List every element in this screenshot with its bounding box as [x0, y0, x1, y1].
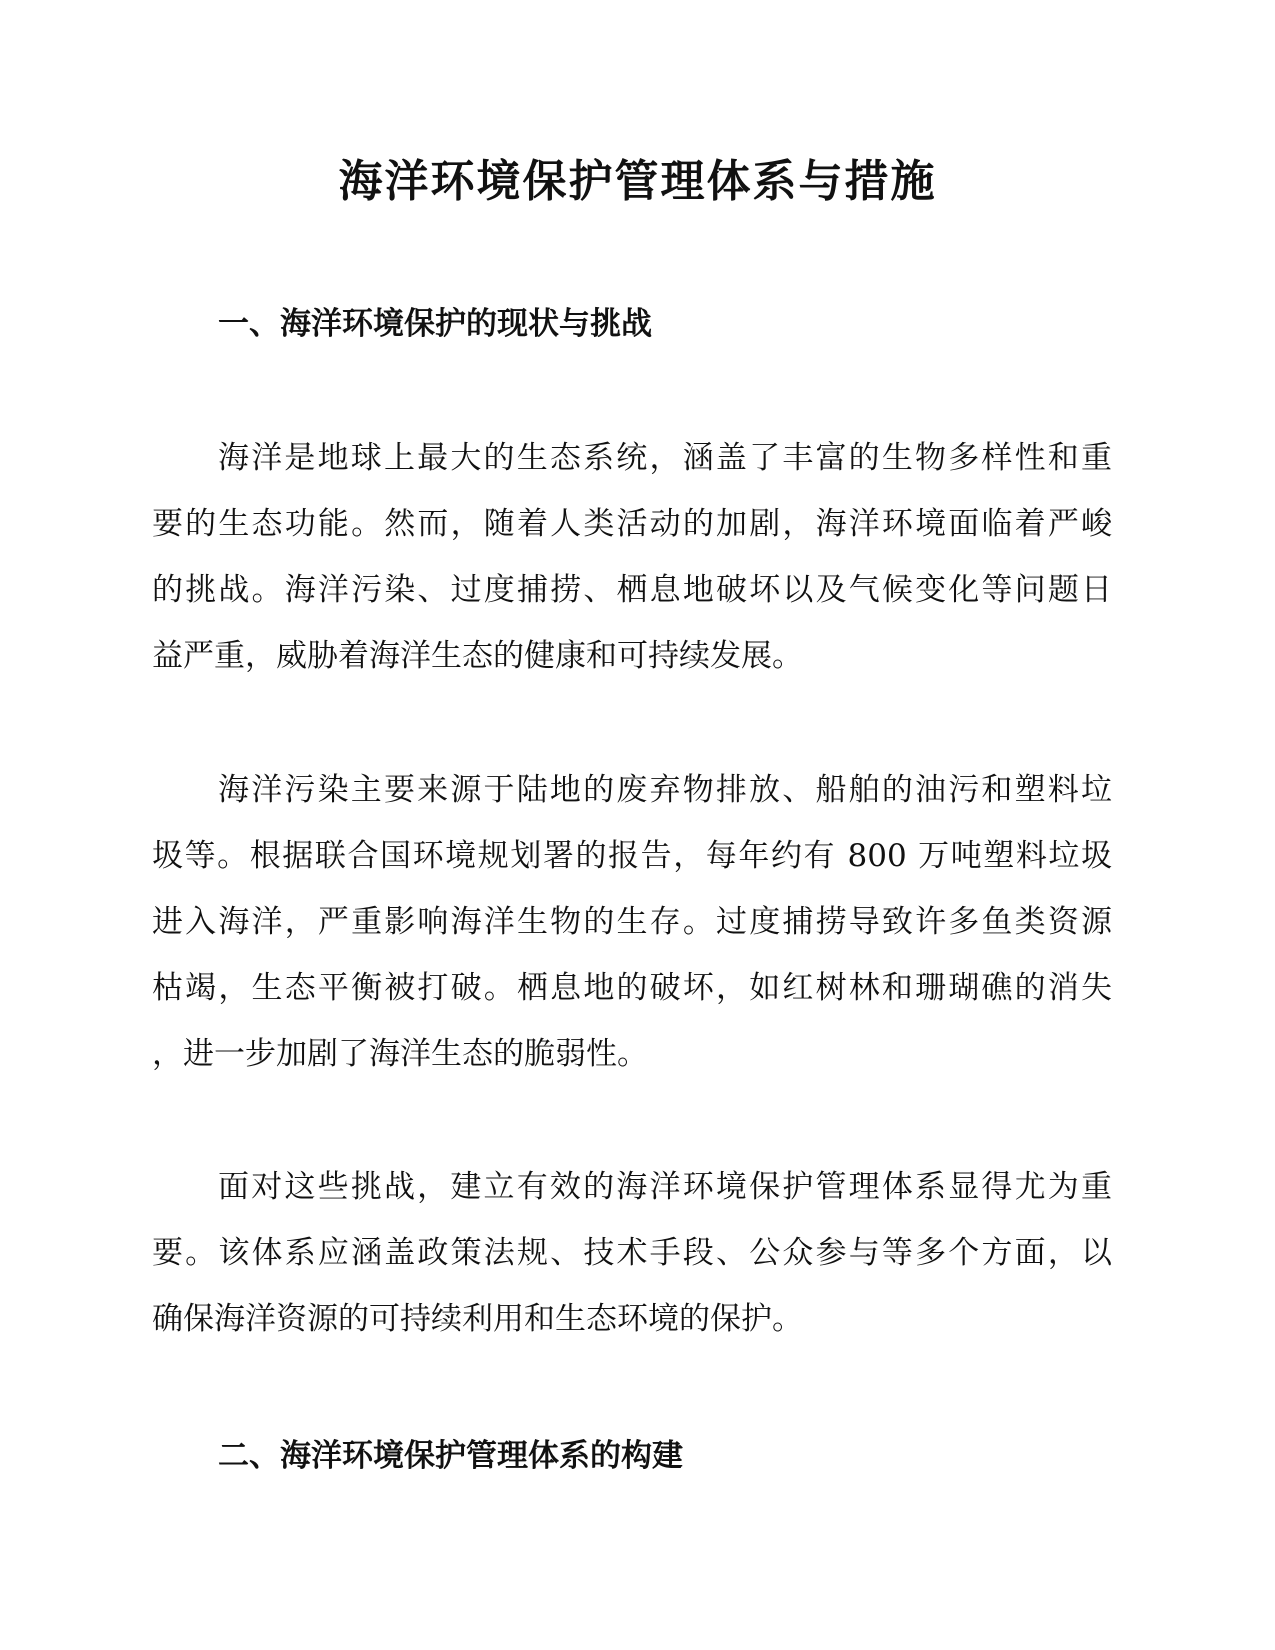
paragraph-line: 的挑战。海洋污染、过度捕捞、栖息地破坏以及气候变化等问题日: [152, 572, 1112, 608]
section-heading-1: 一、海洋环境保护的现状与挑战: [218, 306, 652, 342]
paragraph-1: [152, 425, 1112, 689]
paragraph-line: 圾等。根据联合国环境规划署的报告，每年约有 800 万吨塑料垃圾: [152, 838, 1112, 874]
paragraph-line: 海洋污染主要来源于陆地的废弃物排放、船舶的油污和塑料垃: [218, 772, 1112, 808]
paragraph-line: 海洋是地球上最大的生态系统，涵盖了丰富的生物多样性和重: [218, 440, 1112, 476]
paragraph-2: [152, 757, 1112, 1087]
paragraph-line: 确保海洋资源的可持续利用和生态环境的保护。: [152, 1301, 803, 1337]
paragraph-3: [152, 1154, 1112, 1352]
paragraph-line: 面对这些挑战，建立有效的海洋环境保护管理体系显得尤为重: [218, 1169, 1112, 1205]
paragraph-line: 要。该体系应涵盖政策法规、技术手段、公众参与等多个方面，以: [152, 1235, 1112, 1271]
paragraph-line: 枯竭，生态平衡被打破。栖息地的破坏，如红树林和珊瑚礁的消失: [152, 970, 1112, 1006]
paragraph-line: 进入海洋，严重影响海洋生物的生存。过度捕捞导致许多鱼类资源: [152, 904, 1112, 940]
document-title: 海洋环境保护管理体系与措施: [338, 156, 937, 207]
paragraph-line: 益严重，威胁着海洋生态的健康和可持续发展。: [152, 638, 803, 674]
paragraph-line: 要的生态功能。然而，随着人类活动的加剧，海洋环境面临着严峻: [152, 506, 1112, 542]
section-heading-2: 二、海洋环境保护管理体系的构建: [218, 1438, 683, 1474]
paragraph-line: ，进一步加剧了海洋生态的脆弱性。: [152, 1036, 648, 1072]
